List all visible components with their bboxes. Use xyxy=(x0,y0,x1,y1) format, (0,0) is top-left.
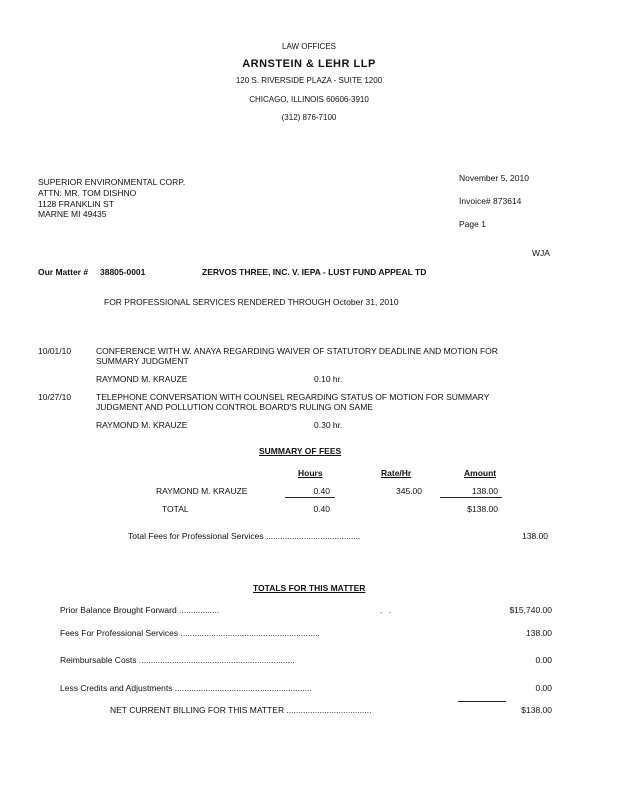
entry-attorney: RAYMOND M. KRAUZE xyxy=(96,374,188,384)
firm-phone: (312) 876-7100 xyxy=(281,113,337,122)
total-fees-amount: 138.00 xyxy=(522,531,548,541)
summary-col-rate: Rate/Hr xyxy=(381,468,412,478)
entry-description-cont: SUMMARY JUDGMENT xyxy=(96,356,189,366)
net-billing-value: $138.00 xyxy=(521,705,552,715)
entry-date: 10/27/10 xyxy=(38,392,72,402)
matter-title: ZERVOS THREE, INC. V. IEPA - LUST FUND APPEAL TD xyxy=(202,267,427,277)
services-through: FOR PROFESSIONAL SERVICES RENDERED THROUGH October 31, 2010 xyxy=(104,297,399,307)
client-street: 1128 FRANKLIN ST xyxy=(38,199,114,209)
invoice-date: November 5, 2010 xyxy=(459,173,529,183)
summary-total-amount: $138.00 xyxy=(467,504,498,514)
billing-initials: WJA xyxy=(532,248,550,258)
totals-title: TOTALS FOR THIS MATTER xyxy=(253,583,366,593)
summary-col-hours: Hours xyxy=(298,468,323,478)
summary-total-label: TOTAL xyxy=(162,504,189,514)
client-attn: ATTN: MR. TOM DISHNO xyxy=(38,188,137,198)
fees-label: Fees For Professional Services ........................................................... xyxy=(60,628,320,638)
fees-value: 138.00 xyxy=(526,628,552,638)
matter-number: 38805-0001 xyxy=(100,267,146,277)
matter-label: Our Matter # xyxy=(38,267,89,277)
prior-balance-label: Prior Balance Brought Forward ................. xyxy=(60,605,220,615)
entry-hours: 0.30 hr. xyxy=(314,420,343,430)
summary-row-rate: 345.00 xyxy=(396,486,422,496)
reimbursable-label: Reimbursable Costs .................................................................. xyxy=(60,655,295,665)
firm-address-line2: CHICAGO, ILLINOIS 60606-3910 xyxy=(249,95,369,104)
summary-row-hours: 0.40 xyxy=(313,486,330,496)
leader-dots: . . xyxy=(380,605,394,615)
summary-col-amount: Amount xyxy=(464,468,497,478)
firm-name: ARNSTEIN & LEHR LLP xyxy=(242,58,376,70)
client-name: SUPERIOR ENVIRONMENTAL CORP. xyxy=(38,177,186,187)
entry-attorney: RAYMOND M. KRAUZE xyxy=(96,420,188,430)
summary-row-amount: 138.00 xyxy=(472,486,498,496)
entry-hours: 0.10 hr. xyxy=(314,374,343,384)
reimbursable-value: 0.00 xyxy=(535,655,552,665)
credits-value: 0.00 xyxy=(535,683,552,693)
summary-row-name: RAYMOND M. KRAUZE xyxy=(156,486,248,496)
credits-label: Less Credits and Adjustments .......................................................... xyxy=(60,683,312,693)
law-offices-heading: LAW OFFICES xyxy=(282,42,336,51)
entry-description: TELEPHONE CONVERSATION WITH COUNSEL REGARDING STATUS OF MOTION FOR SUMMARY xyxy=(96,392,490,402)
client-city: MARNE MI 49435 xyxy=(38,209,107,219)
net-total-rule xyxy=(458,701,506,702)
firm-address-line1: 120 S. RIVERSIDE PLAZA - SUITE 1200 xyxy=(235,76,383,85)
entry-description: CONFERENCE WITH W. ANAYA REGARDING WAIVER OF STATUTORY DEADLINE AND MOTION FOR xyxy=(96,346,498,356)
entry-description-cont: JUDGMENT AND POLLUTION CONTROL BOARD'S RULING ON SAME xyxy=(96,402,373,412)
summary-total-hours: 0.40 xyxy=(313,504,330,514)
total-fees-label: Total Fees for Professional Services ........................................ xyxy=(128,531,361,541)
summary-title: SUMMARY OF FEES xyxy=(259,446,342,456)
amount-total-rule xyxy=(440,497,502,498)
hours-total-rule xyxy=(285,497,335,498)
invoice-page: Page 1 xyxy=(459,219,486,229)
invoice-number: Invoice# 873614 xyxy=(459,196,522,206)
entry-date: 10/01/10 xyxy=(38,346,72,356)
net-billing-label: NET CURRENT BILLING FOR THIS MATTER .................................... xyxy=(110,705,372,715)
prior-balance-value: $15,740.00 xyxy=(509,605,552,615)
